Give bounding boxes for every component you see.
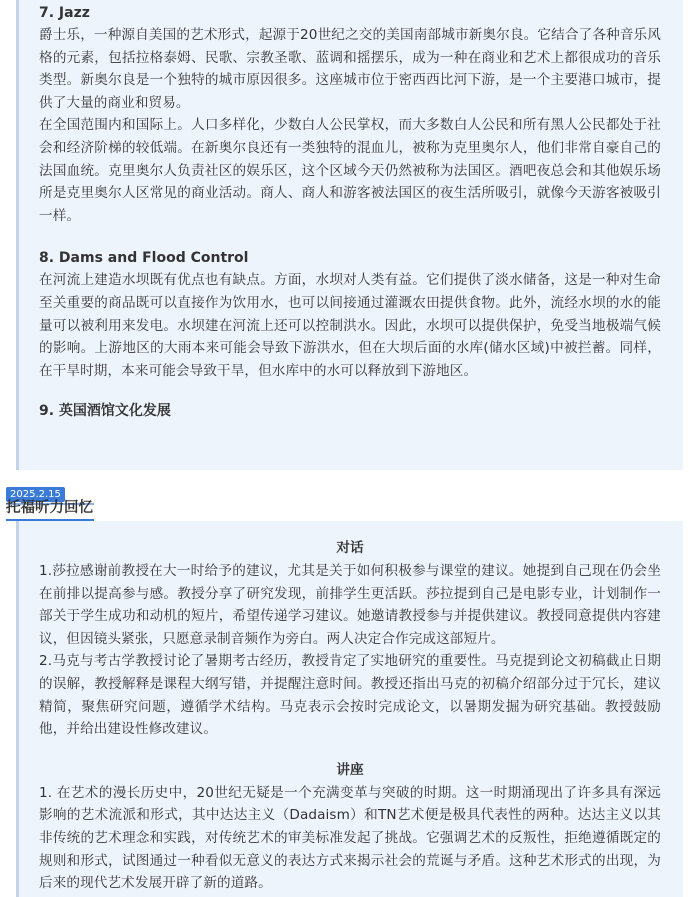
jazz-paragraph-1: 爵士乐，一种源自美国的艺术形式，起源于20世纪之交的美国南部城市新奥尔良。它结合了各种音乐风格的元素，包括拉格泰姆、民歌、宗教圣歌、蓝调和摇摆乐，成为一种在商业和艺术上都很成功的音乐类型。新奥尔良是一个独特的城市原因很多。这座城市位于密西西比河下游，是一个主要港口城市，提供了大量的商业和贸易。 bbox=[39, 27, 661, 111]
section-title-dams: 8. Dams and Flood Control bbox=[39, 250, 249, 267]
recall-heading-block bbox=[6, 497, 94, 521]
date-badge: 2025.2.15 bbox=[6, 487, 65, 502]
lecture-paragraph-1: 1. 在艺术的漫长历史中，20世纪无疑是一个充满变革与突破的时期。这一时期涌现出了许多具有深远影响的艺术流派和形式，其中达达主义（Dadaism）和TN艺术便是极具代表性的两种。达达主义以其非传统的艺术理念和实践，对传统艺术的审美标准发起了挑战。它强调艺术的反叛性，拒绝遵循既定的规则和形式，试图通过一种看似无意义的表达方式来揭示社会的荒诞与矛盾。这种艺术形式的出现，为后来的现代艺术发展开辟了新的道路。 bbox=[39, 784, 661, 892]
notes-card-lower bbox=[16, 521, 683, 897]
section-title-pub-culture: 9. 英国酒馆文化发展 bbox=[39, 403, 171, 420]
dialogue-paragraph-2: 2.马克与考古学教授讨论了暑期考古经历，教授肯定了实地研究的重要性。马克提到论文初稿截止日期的误解，教授解释是课程大纲写错，并提醒注意时间。教授还指出马克的初稿介绍部分过于冗长，建议精简，聚焦研究问题，遵循学术结构。马克表示会按时完成论文，以暑期发掘为研究基础。教授鼓励他，并给出建设性修改建议。 bbox=[39, 653, 661, 738]
notes-card-upper bbox=[16, 0, 683, 470]
jazz-paragraph-2: 在全国范围内和国际上。人口多样化，少数白人公民掌权，而大多数白人公民和所有黑人公民都处于社会和经济阶梯的较低端。在新奥尔良还有一类独特的混血儿，被称为克里奥尔人，他们非常自豪自己的法国血统。克里奥尔人负责社区的娱乐区，这个区域今天仍然被称为法国区。酒吧夜总会和其他娱乐场所是克里奥尔人区常见的商业活动。商人、商人和游客被法国区的夜生活所吸引，就像今天游客被吸引一样。 bbox=[39, 117, 661, 224]
dialogue-title: 对话 bbox=[336, 540, 364, 556]
lecture-title: 讲座 bbox=[336, 761, 364, 778]
dialogue-paragraph-1: 1.莎拉感谢前教授在大一时给予的建议，尤其是关于如何积极参与课堂的建议。她提到自己现在仍会坐在前排以提高参与感。教授分享了研究发现，前排学生更活跃。莎拉提到自己是电影专业，计划制作一部关于学生成功和动机的短片，希望传递学习建议。她邀请教授参与并提供建议。教授同意提供内容建议，但因镜头紧张，只愿意录制音频作为旁白。两人决定合作完成这部短片。 bbox=[39, 563, 661, 647]
dams-paragraph: 在河流上建造水坝既有优点也有缺点。方面，水坝对人类有益。它们提供了淡水储备，这是一种对生命至关重要的商品既可以直接作为饮用水，也可以间接通过灌溉农田提供食物。此外，流经水坝的水的能量可以被利用来发电。水坝建在河流上还可以控制洪水。因此，水坝可以提供保护，免受当地极端气候的影响。上游地区的大雨本来可能会导致下游洪水，但在大坝后面的水库(储水区域)中被拦蓄。同样，在干旱时期，本来可能会导致干旱，但水库中的水可以释放到下游地区。 bbox=[39, 272, 661, 379]
recall-heading: 托福听力回忆 bbox=[6, 500, 93, 516]
section-title-jazz: 7. Jazz bbox=[39, 5, 90, 21]
